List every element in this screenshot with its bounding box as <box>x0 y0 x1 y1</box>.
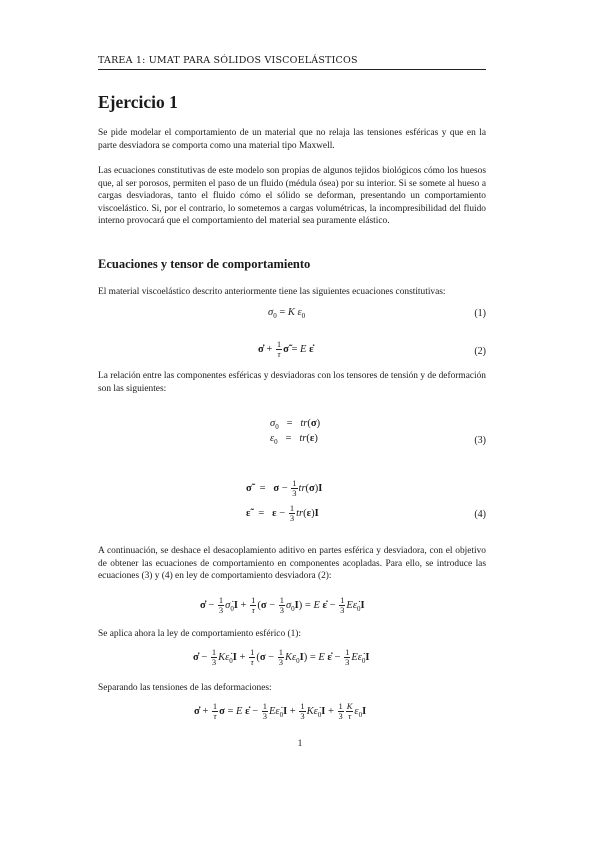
equation-4b: ε̃ = ε − $\frac{1}{3}$ tr(ε)I <box>246 503 319 523</box>
equation-2: σ̇ + $\frac{1}{\tau}$ σ̃ = E ε̇ <box>258 339 314 359</box>
equation-number-3: (3) <box>474 435 486 446</box>
equation-number-2: (2) <box>474 346 486 357</box>
section-title: Ejercicio 1 <box>98 92 178 112</box>
equation-coupled-c: σ̇ + $\frac{1}{\tau}$ σ = E ε̇ − $\frac{1}{3}$ $E\varepsiloṅ_0I$ + $\frac{1}{3}$ $K\varepsiloṅ_0I$ + $\frac{1}{3}$ $\frac{K}{\tau}$ $\varepsilon_0I$ <box>194 701 367 721</box>
paragraph-separating: Separando las tensiones de las deformaciones: <box>98 683 272 693</box>
paragraph-relation: La relación entre las componentes esféricas y desviadoras con los tensores de tensión y de deformación son las siguientes: <box>98 371 486 394</box>
equation-3b: $\varepsilon_0 = tr(\varepsilon)$ <box>270 433 318 447</box>
paragraph-coupling: A continuación, se deshace el desacoplamiento aditivo en partes esférica y desviadora, con el objetivo de obtener las ecuaciones de comportamiento en componentes acopladas. Para ello, se introduce las ecuaciones (3) y (4) en ley de comportamiento desviadora (2): <box>98 546 486 582</box>
paragraph-bones: Las ecuaciones constitutivas de este modelo son propias de algunos tejidos biológicos cómo los huesos que, al ser porosos, permiten el paso de un fluido (médula ósea) por su interior. Si se somete al hueso a cargas desviadoras, tanto el fluido cómo el sólido se deforman, presentando un comportamiento viscoelástico. Si, por el contrario, lo sometemos a cargas volumétricas, la incompresibilidad del fluido interno provocará que el comportamiento del material sea puramente elástico. <box>98 166 486 227</box>
running-header: TAREA 1: UMAT PARA SÓLIDOS VISCOELÁSTICOS <box>98 55 486 70</box>
equation-number-1: (1) <box>474 308 486 319</box>
equation-coupled-a: σ̇ − $\frac{1}{3}$ $\sigmȧ_0I$ + $\frac{1}{\tau}$ (σ − $\frac{1}{3}$ $\sigma_0I) = E$ ε̇ − $\frac{1}{3}$ $E\varepsiloṅ_0I$ <box>200 595 365 615</box>
subsection-title: Ecuaciones y tensor de comportamiento <box>98 257 311 271</box>
paragraph-intro: Se pide modelar el comportamiento de un material que no relaja las tensiones esféricas y que en la parte desviadora se comporta como una material tipo Maxwell. <box>98 128 486 151</box>
equation-1: $\sigma_0 = K$ $\varepsilon_0$ <box>268 307 306 321</box>
equation-4a: σ̃ = σ − $\frac{1}{3}$ tr(σ)I <box>246 478 323 498</box>
equation-number-4: (4) <box>474 509 486 520</box>
equation-coupled-b: σ̇ − $\frac{1}{3}$ $K\varepsiloṅ_0I$ + $\frac{1}{\tau}$ (σ − $\frac{1}{3}$ $K\varepsilon_0I) = E$ ε̇ − $\frac{1}{3}$ $E\varepsiloṅ_0I$ <box>193 647 370 667</box>
paragraph-constitutive: El material viscoelástico descrito anteriormente tiene las siguientes ecuaciones constitutivas: <box>98 287 446 297</box>
page-number: 1 <box>297 739 303 749</box>
paragraph-spherical: Se aplica ahora la ley de comportamiento esférico (1): <box>98 629 302 639</box>
equation-3a: $\sigma_0 = tr(\sigma)$ <box>270 418 321 432</box>
